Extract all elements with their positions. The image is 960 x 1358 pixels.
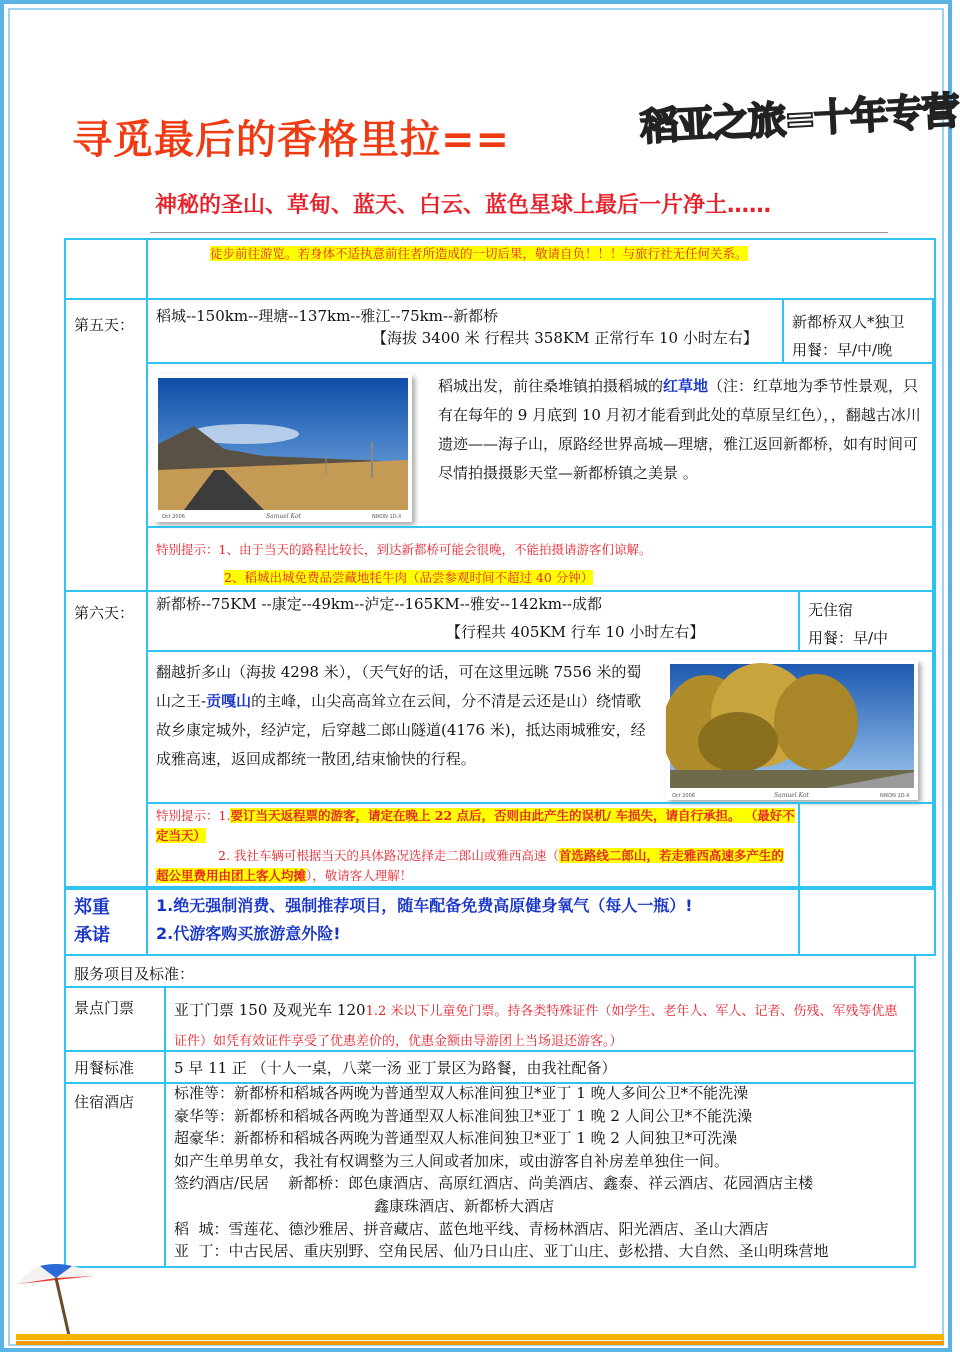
day6-tip1-text: 要订当天返程票的游客，请定在晚上 22 点后，否则由此产生的误机/ 车损失，请自行承担。 （最好不定当天）: [156, 808, 795, 843]
promise-side-cell: [798, 886, 936, 956]
day5-label: 第五天：: [74, 316, 135, 334]
tickets-label: 景点门票: [74, 999, 135, 1017]
day5-photo-caption-left: Oct 2006: [162, 514, 185, 520]
hotel-line: 签约酒店/民居 新都桥：郎色康酒店、高原红酒店、尚美酒店、鑫泰、祥云酒店、花园酒店主楼: [174, 1174, 814, 1193]
day5-photo-image: [154, 374, 412, 522]
day6-stay: 无住宿: [808, 601, 854, 619]
day5-label-cell: [64, 298, 148, 592]
hotel-label: 住宿酒店: [74, 1093, 135, 1111]
hotel-line: 标准等：新都桥和稻城各两晚为普通型双人标准间独卫*亚丁 1 晚人多间公卫*不能洗澡: [174, 1084, 749, 1102]
top-notice-text: 徒步前往游览。若身体不适执意前往者所造成的一切后果，敬请自负！！！与旅行社无任何关系。: [210, 246, 748, 261]
day6-photo: [666, 660, 918, 800]
day6-photo-image: [666, 660, 918, 800]
tickets-main: 亚丁门票 150 及观光车 120: [174, 1001, 366, 1019]
day6-desc-link: 贡嘎山: [206, 692, 252, 710]
day6-tip-side-cell: [798, 802, 934, 888]
notice-left-cell: [64, 238, 148, 300]
day5-route-info: 【海拔 3400 米 行程共 358KM 正常行车 10 小时左右】: [372, 329, 758, 347]
day6-photo-caption-mid: Samuel Kot: [774, 792, 809, 799]
promise-line2: 2.代游客购买旅游意外险!: [156, 924, 341, 943]
day6-desc-b: 的主峰，山尖高高耸立在云间，分不清是云还是山）绕情歌故乡康定城外，经泸定，后穿越二郎山隧道(4176 米)，抵达雨城雅安，经成雅高速，返回成都统一散团,结束愉快的行程。: [156, 692, 646, 768]
day6-tip2-b: ），敬请客人理解！: [306, 868, 413, 883]
promise-label: 郑重承诺: [74, 897, 110, 946]
hotel-line: 亚 丁：中古民居、重庆别野、空角民居、仙乃日山庄、亚丁山庄、彭松措、大自然、圣山明珠营地: [174, 1242, 829, 1261]
day5-description: [438, 372, 928, 488]
day6-route: 新都桥--75KM --康定--49km--泸定--165KM--雅安--142km--成都: [156, 595, 603, 613]
day6-tip2: [156, 846, 796, 886]
meals-text: 5 早 11 正 （十人一桌，八菜一汤 亚丁景区为路餐，由我社配备）: [174, 1059, 617, 1077]
bottom-stripe-orange: [16, 1341, 944, 1345]
day5-photo: [154, 374, 412, 522]
day6-meals: 用餐：早/中: [808, 629, 889, 647]
hotel-line: 超豪华：新都桥和稻城各两晚为普通型双人标准间独卫*亚丁 1 晚 2 人间独卫*可洗澡: [174, 1129, 738, 1148]
day5-stay: 新都桥双人*独卫: [792, 313, 905, 331]
day5-desc-a: 稻城出发，前往桑堆镇拍摄稻城的: [438, 377, 664, 395]
day6-label-cell: [64, 590, 148, 890]
day5-tip2-text: 2、稻城出城免费品尝藏地牦牛肉（品尝参观时间不超过 40 分钟）: [224, 570, 594, 585]
day6-desc-a: 翻越折多山（海拔 4298 米），（天气好的话，可在这里远眺 7556 米的蜀山之王-: [156, 663, 642, 710]
day6-description: [156, 658, 648, 774]
page-title: 寻觅最后的香格里拉==: [72, 117, 511, 163]
bottom-stripe-yellow: [16, 1334, 944, 1340]
day6-tip1: [156, 806, 796, 846]
day5-desc-link: 红草地: [663, 377, 709, 395]
day6-route-info: 【行程共 405KM 行车 10 小时左右】: [446, 623, 705, 641]
day6-tip-prefix: 特别提示：1.: [156, 808, 231, 823]
day5-desc-b: （注：红草地为季节性景观，只有在每年的 9 月底到 10 月初才能看到此处的草原呈红色），，翻越古冰川遗迹——海子山，原路经世界高城—理塘，雅江返回新都桥，如有时间可尽情拍摄摄影天堂—新都桥镇之美景 。: [438, 377, 921, 482]
hotel-line: 稻 城：雪莲花、德沙雅居、拼音藏店、蓝色地平线、青杨林酒店、阳光酒店、圣山大酒店: [174, 1219, 769, 1238]
hotel-line: 豪华等：新都桥和稻城各两晚为普通型双人标准间独卫*亚丁 1 晚 2 人间公卫*不能洗澡: [174, 1106, 753, 1125]
day6-label: 第六天：: [74, 604, 135, 622]
day5-route: 稻城--150km--理塘--137km--雅江--75km--新都桥: [156, 307, 499, 325]
day5-tip1: 特别提示：1、由于当天的路程比较长，到达新都桥可能会很晚，不能拍摄请游客们谅解。: [156, 542, 652, 557]
day5-photo-caption-right: NIKON 1D-X: [372, 514, 402, 520]
day5-meals: 用餐：早/中/晚: [792, 341, 893, 359]
services-heading: 服务项目及标准：: [74, 965, 195, 983]
promise-line1: 1.绝无强制消费、强制推荐项目，随车配备免费高原健身氧气（每人一瓶）!: [156, 896, 693, 915]
beach-umbrella-icon: [12, 1254, 102, 1344]
meals-label: 用餐标准: [74, 1059, 135, 1077]
day6-tip2-a: 2. 我社车辆可根据当天的具体路况选择走二郎山或雅西高速（: [218, 848, 559, 863]
day6-photo-caption-left: Oct 2006: [672, 793, 695, 799]
title-divider: [150, 232, 888, 233]
tickets-note: 1.2 米以下儿童免门票。持各类特殊证件（如学生、老年人、军人、记者、伤残、军残等优惠证件）如凭有效证件享受了优惠差价的，优惠金额由导游团上当场退还游客。）: [174, 1004, 898, 1049]
day6-photo-caption-right: NIKON 1D-X: [880, 793, 910, 799]
top-notice: [210, 242, 930, 266]
hotel-list: [174, 1082, 914, 1263]
hotel-line: 如产生单男单女，我社有权调整为三人间或者加床，或由游客自补房差单独住一间。: [174, 1151, 730, 1170]
page-subtitle: 神秘的圣山、草甸、蓝天、白云、蓝色星球上最后一片净土……: [155, 193, 772, 218]
tickets-text: [174, 996, 908, 1056]
day5-photo-caption-mid: Samuel Kot: [266, 513, 301, 520]
hotel-line: 鑫康珠酒店、新都桥大酒店: [374, 1196, 555, 1215]
day5-tip2: [224, 566, 593, 590]
brand-stamp: 稻亚之旅=十年专营: [639, 88, 959, 150]
day6-tip2-highlight: 首选路线二郎山，若走雅西高速多产生的超公里费用由团上客人均摊: [156, 848, 784, 883]
